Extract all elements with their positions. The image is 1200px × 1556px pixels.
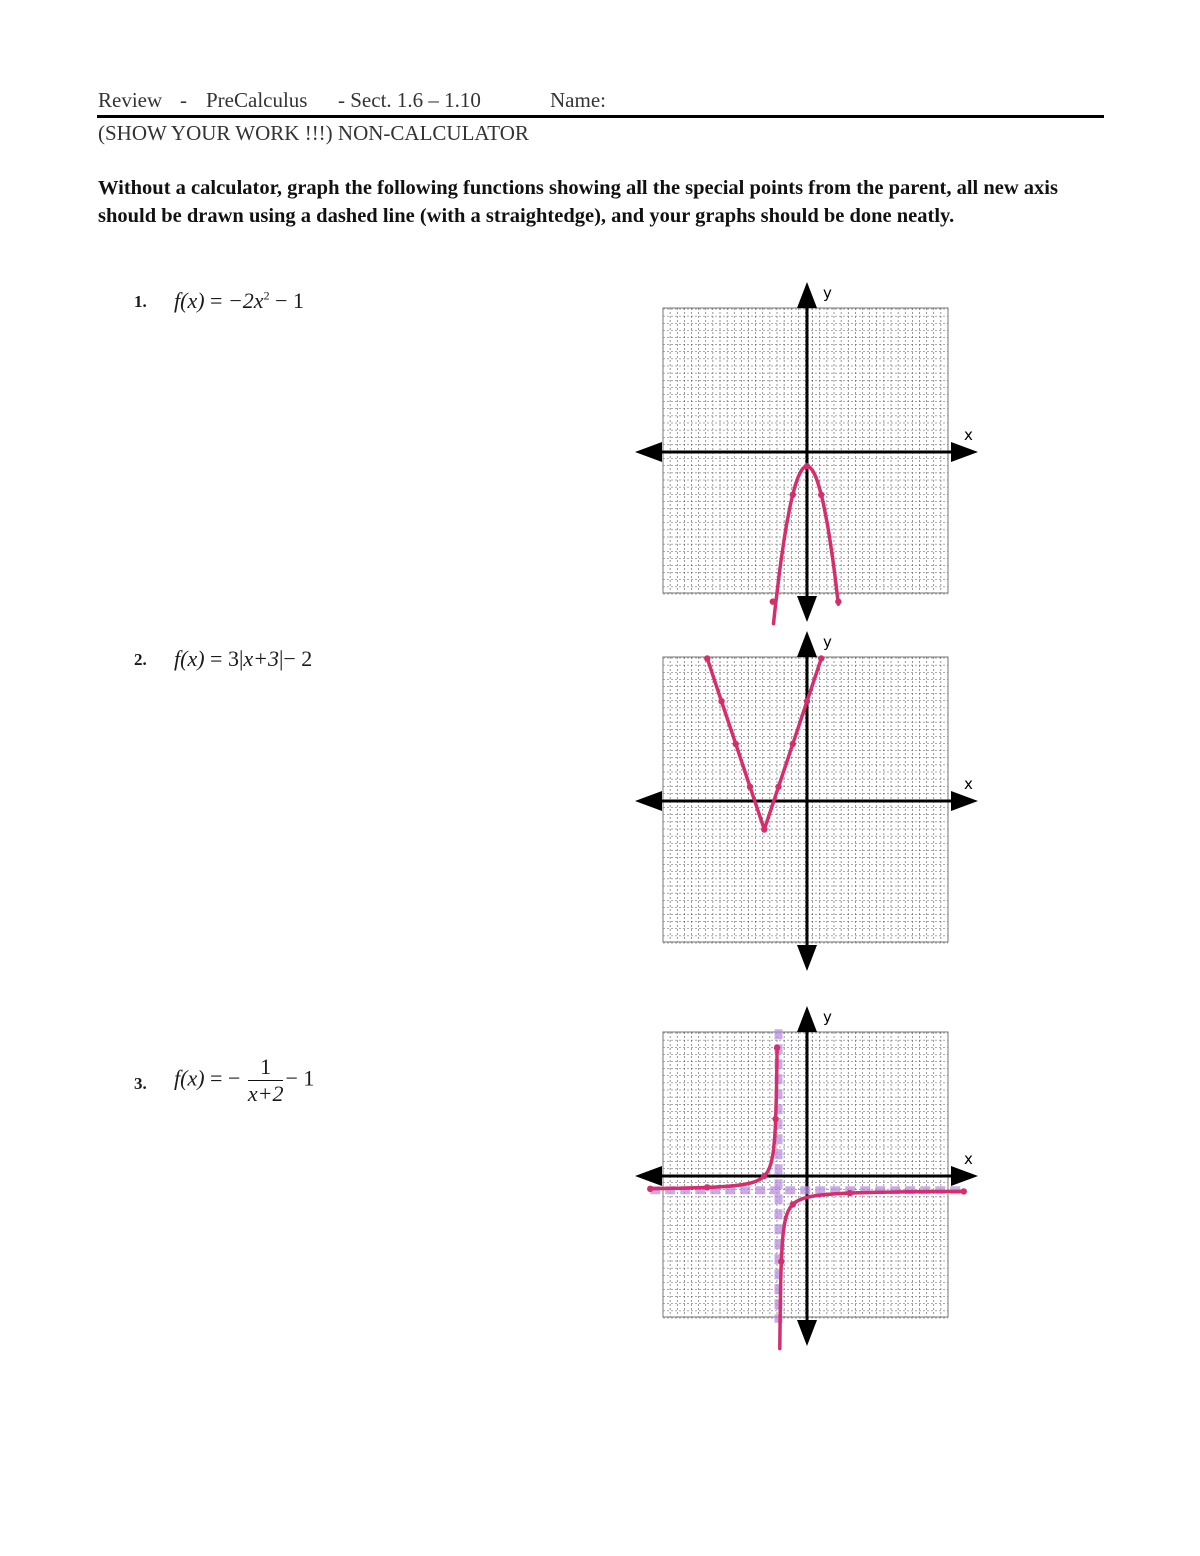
data-point (804, 698, 810, 704)
y-axis-arrow-up (797, 631, 817, 657)
x-axis-arrow-left (635, 791, 662, 811)
data-point (847, 1190, 853, 1196)
problem-expression: f(x) = 3|x+3|− 2 (174, 646, 313, 671)
data-point (761, 826, 767, 832)
graph-3 (630, 1000, 985, 1355)
graph-1 (630, 276, 985, 631)
data-point (647, 1186, 653, 1192)
y-axis-arrow-down (797, 1320, 817, 1346)
x-axis-arrow-left (635, 442, 662, 462)
name-label: Name: (550, 88, 606, 112)
data-point (733, 741, 739, 747)
fraction: $\frac{1}{x+2}$ (247, 1054, 284, 1106)
data-point (804, 463, 810, 469)
header-review: Review (98, 88, 163, 112)
y-axis-label: y (823, 284, 832, 302)
data-point (775, 784, 781, 790)
data-point (772, 1116, 778, 1122)
x-axis-arrow-left (635, 1166, 662, 1186)
x-axis-label: x (964, 1150, 973, 1168)
problem-number: 1. (134, 292, 147, 311)
y-axis-label: y (823, 633, 832, 651)
problem-number: 3. (134, 1074, 147, 1093)
y-axis-label: y (823, 1008, 832, 1026)
data-point (704, 655, 710, 661)
data-point (961, 1188, 967, 1194)
header-section: - Sect. 1.6 – 1.10 (338, 88, 481, 112)
y-axis-arrow-up (797, 282, 817, 308)
problem-expression: f(x) = − $\frac{1}{x+2}$ − 1 (174, 1054, 315, 1106)
problem-number: 2. (134, 650, 147, 669)
data-point (718, 698, 724, 704)
data-point (770, 598, 776, 604)
data-point (818, 492, 824, 498)
header-rule (97, 115, 1104, 118)
data-point (790, 1201, 796, 1207)
header-dash: - (180, 88, 187, 112)
x-axis-arrow-right (951, 791, 978, 811)
data-point (790, 741, 796, 747)
instructions: Without a calculator, graph the following functions showing all the special points from the parent, all new axis should be drawn using a dashed line (with a straightedge), and your graphs should be done neatly. (98, 177, 1058, 227)
data-point (790, 492, 796, 498)
header-course: PreCalculus (206, 88, 308, 112)
y-axis-arrow-up (797, 1006, 817, 1032)
graph-2 (630, 625, 985, 980)
data-point (774, 1045, 780, 1051)
series-branch-left (650, 1048, 777, 1189)
data-point (761, 1173, 767, 1179)
x-axis-label: x (964, 426, 973, 444)
y-axis-arrow-down (797, 945, 817, 971)
data-point (778, 1258, 784, 1264)
y-axis-arrow-down (797, 596, 817, 622)
data-point (747, 784, 753, 790)
x-axis-arrow-right (951, 442, 978, 462)
data-point (818, 655, 824, 661)
data-point (704, 1184, 710, 1190)
x-axis-arrow-right (951, 1166, 978, 1186)
data-point (835, 598, 841, 604)
problem-expression: $f(x) = -2x^2 - 1$ (174, 288, 304, 313)
x-axis-label: x (964, 775, 973, 793)
subheader: (SHOW YOUR WORK !!!) NON-CALCULATOR (98, 121, 529, 145)
series-line (707, 659, 821, 830)
